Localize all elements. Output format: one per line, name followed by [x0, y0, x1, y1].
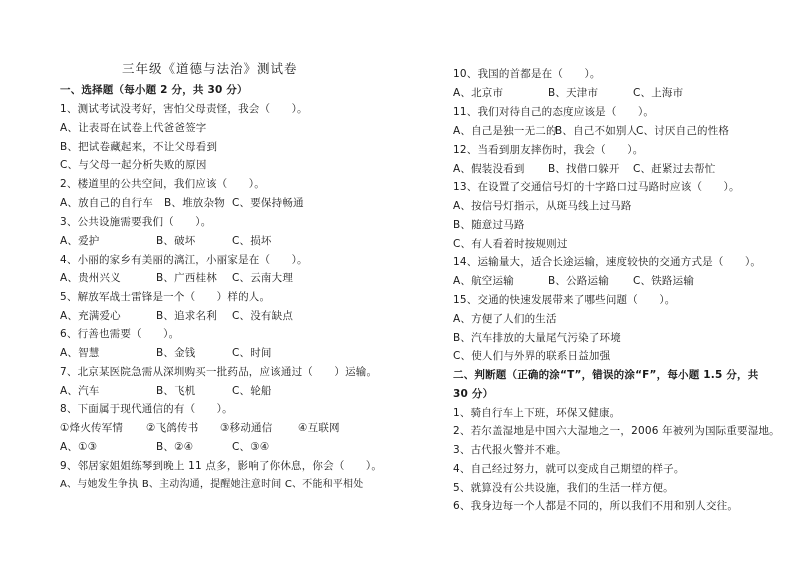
options-4 — [60, 272, 440, 285]
option-3a: A、爱护 — [60, 235, 100, 247]
option-12b: B、找借口躲开 — [548, 163, 620, 175]
option-3b: B、破坏 — [156, 235, 196, 247]
item-8-1: ①烽火传军情 — [60, 422, 124, 434]
option-10a: A、北京市 — [453, 87, 504, 99]
option-6a: A、智慧 — [60, 347, 100, 359]
option-14b: B、公路运输 — [548, 275, 609, 287]
option-5c: C、没有缺点 — [232, 310, 294, 322]
option-3c: C、损坏 — [232, 235, 272, 247]
option-2c: C、要保持畅通 — [232, 197, 304, 209]
option-1c: C、与父母一起分析失败的原因 — [60, 159, 207, 171]
option-6b: B、金钱 — [156, 347, 196, 359]
option-1b: B、把试卷藏起来，不让父母看到 — [60, 141, 218, 153]
judge-5: 5、就算没有公共设施，我们的生活一样方便。 — [453, 482, 674, 494]
question-2: 2、楼道里的公共空间，我们应该（ ）。 — [60, 178, 265, 190]
judge-3: 3、古代报火警并不难。 — [453, 444, 567, 456]
options-7 — [60, 385, 440, 398]
option-13b: B、随意过马路 — [453, 219, 525, 231]
option-15a: A、方便了人们的生活 — [453, 313, 557, 325]
option-8a: A、①③ — [60, 441, 98, 453]
option-2a: A、放自己的自行车 — [60, 197, 153, 209]
question-5: 5、解放军战士雷锋是一个（ ）样的人。 — [60, 291, 271, 303]
exam-title: 三年级《道德与法治》测试卷 — [122, 61, 298, 76]
option-12a: A、假装没看到 — [453, 163, 525, 175]
question-4: 4、小丽的家乡有美丽的漓江，小丽家是在（ ）。 — [60, 254, 308, 266]
judge-6: 6、我身边每一个人都是不同的，所以我们不用和别人交往。 — [453, 500, 739, 512]
judge-1: 1、骑自行车上下班，环保又健康。 — [453, 407, 621, 419]
options-5 — [60, 310, 440, 323]
item-8-2: ②飞鸽传书 — [146, 422, 199, 434]
option-7a: A、汽车 — [60, 385, 100, 397]
option-11c: C、讨厌自己的性格 — [636, 125, 730, 137]
option-6c: C、时间 — [232, 347, 272, 359]
section-judge-heading-cont: 30 分） — [453, 388, 494, 400]
question-14: 14、运输量大，适合长途运输，速度较快的交通方式是（ ）。 — [453, 256, 762, 268]
options-12 — [453, 163, 773, 176]
question-10: 10、我国的首都是在（ ）。 — [453, 68, 601, 80]
question-11: 11、我们对待自己的态度应该是（ ）。 — [453, 106, 655, 118]
options-10 — [453, 87, 773, 100]
options-14 — [453, 275, 773, 288]
question-6: 6、行善也需要（ ）。 — [60, 328, 180, 340]
option-14c: C、铁路运输 — [633, 275, 695, 287]
question-12: 12、当看到朋友摔伤时，我会（ ）。 — [453, 144, 644, 156]
question-1: 1、测试考试没考好，害怕父母责怪，我会（ ）。 — [60, 103, 308, 115]
option-11a: A、自己是独一无二的 — [453, 125, 557, 137]
options-9: A、与她发生争执 B、主动沟通，提醒她注意时间 C、不能和平相处 — [60, 479, 364, 490]
question-7: 7、北京某医院急需从深圳购买一批药品，应该通过（ ）运输。 — [60, 366, 378, 378]
option-13a: A、按信号灯指示，从斑马线上过马路 — [453, 200, 632, 212]
option-4c: C、云南大理 — [232, 272, 294, 284]
question-9: 9、邻居家姐姐练琴到晚上 11 点多，影响了你休息，你会（ ）。 — [60, 460, 383, 472]
options-3 — [60, 235, 440, 248]
item-8-4: ④互联网 — [298, 422, 340, 434]
option-11b: B、自己不如别人 — [555, 125, 638, 137]
options-2 — [60, 197, 440, 210]
options-6 — [60, 347, 440, 360]
question-13: 13、在设置了交通信号灯的十字路口过马路时应该（ ）。 — [453, 181, 740, 193]
option-4b: B、广西桂林 — [156, 272, 217, 284]
judge-4: 4、自己经过努力，就可以变成自己期望的样子。 — [453, 463, 685, 475]
option-8b: B、②④ — [156, 441, 194, 453]
options-8 — [60, 441, 440, 454]
question-8: 8、下面属于现代通信的有（ ）。 — [60, 403, 233, 415]
options-11 — [453, 125, 773, 138]
option-4a: A、贵州兴义 — [60, 272, 121, 284]
option-5a: A、充满爱心 — [60, 310, 121, 322]
question-15: 15、交通的快速发展带来了哪些问题（ ）。 — [453, 294, 676, 306]
option-7b: B、飞机 — [156, 385, 196, 397]
items-8 — [60, 422, 440, 435]
section-judge-heading: 二、判断题（正确的涂“T”，错误的涂“F”，每小题 1.5 分，共 — [453, 369, 759, 381]
option-7c: C、轮船 — [232, 385, 272, 397]
option-13c: C、有人看着时按规则过 — [453, 238, 568, 250]
item-8-3: ③移动通信 — [220, 422, 273, 434]
option-12c: C、赶紧过去帮忙 — [633, 163, 716, 175]
option-10c: C、上海市 — [633, 87, 684, 99]
option-14a: A、航空运输 — [453, 275, 514, 287]
section-choice-heading: 一、选择题（每小题 2 分，共 30 分） — [60, 84, 248, 96]
judge-2: 2、若尔盖湿地是中国六大湿地之一，2006 年被列为国际重要湿地。 — [453, 425, 780, 437]
question-3: 3、公共设施需要我们（ ）。 — [60, 216, 212, 228]
option-5b: B、追求名利 — [156, 310, 217, 322]
option-10b: B、天津市 — [548, 87, 599, 99]
option-1a: A、让表哥在试卷上代爸爸签字 — [60, 122, 207, 134]
option-2b: B、堆放杂物 — [164, 197, 225, 209]
option-15b: B、汽车排放的大量尾气污染了环境 — [453, 332, 621, 344]
option-8c: C、③④ — [232, 441, 270, 453]
option-15c: C、使人们与外界的联系日益加强 — [453, 350, 611, 362]
